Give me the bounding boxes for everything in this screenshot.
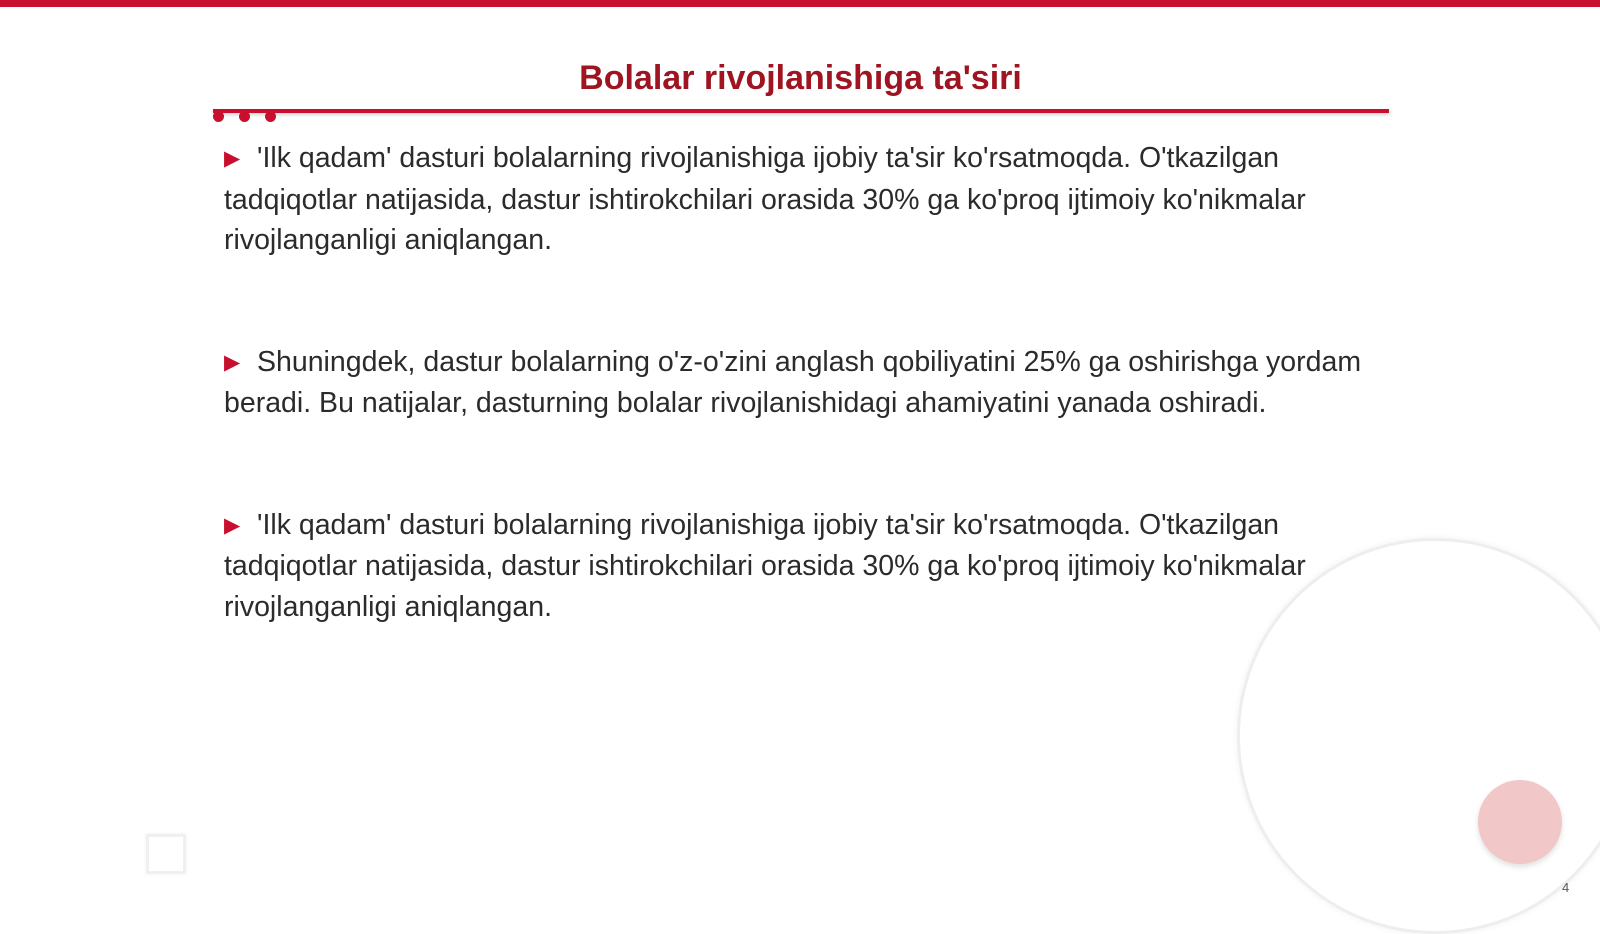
top-accent-bar [0, 0, 1600, 7]
bullet-item [224, 505, 1384, 628]
decorative-dot [239, 111, 250, 122]
bullet-text: 'Ilk qadam' dasturi bolalarning rivojlanishiga ijobiy ta'sir ko'rsatmoqda. O'tkazilgan tadqiqotlar natijasida, dastur ishtirokchilari orasida 30% ga ko'proq ijtimoiy ko'nikmalar rivojlanganligi aniqlangan. [224, 508, 1306, 623]
bullet-item [224, 342, 1384, 424]
slide-title: Bolalar rivojlanishiga ta'siri [579, 59, 1022, 97]
bullet-list [224, 138, 1384, 708]
triangle-bullet-icon: ▶ [224, 147, 241, 170]
decorative-square [146, 834, 186, 874]
bullet-text: 'Ilk qadam' dasturi bolalarning rivojlanishiga ijobiy ta'sir ko'rsatmoqda. O'tkazilgan tadqiqotlar natijasida, dastur ishtirokchilari orasida 30% ga ko'proq ijtimoiy ko'nikmalar rivojlanganligi aniqlangan. [224, 142, 1306, 256]
bullet-text: Shuningdek, dastur bolalarning o'z-o'zini anglash qobiliyatini 25% ga oshirishga yordam beradi. Bu natijalar, dasturning bolalar rivojlanishidagi ahamiyatini yanada oshiradi. [224, 345, 1362, 419]
decorative-dot [213, 111, 224, 122]
decorative-dot [265, 111, 276, 122]
decorative-pink-circle [1478, 780, 1562, 864]
page-number: 4 [1562, 880, 1570, 895]
title-underline [213, 109, 1389, 113]
bullet-item [224, 138, 1384, 261]
triangle-bullet-icon: ▶ [224, 513, 241, 537]
triangle-bullet-icon: ▶ [224, 350, 241, 374]
